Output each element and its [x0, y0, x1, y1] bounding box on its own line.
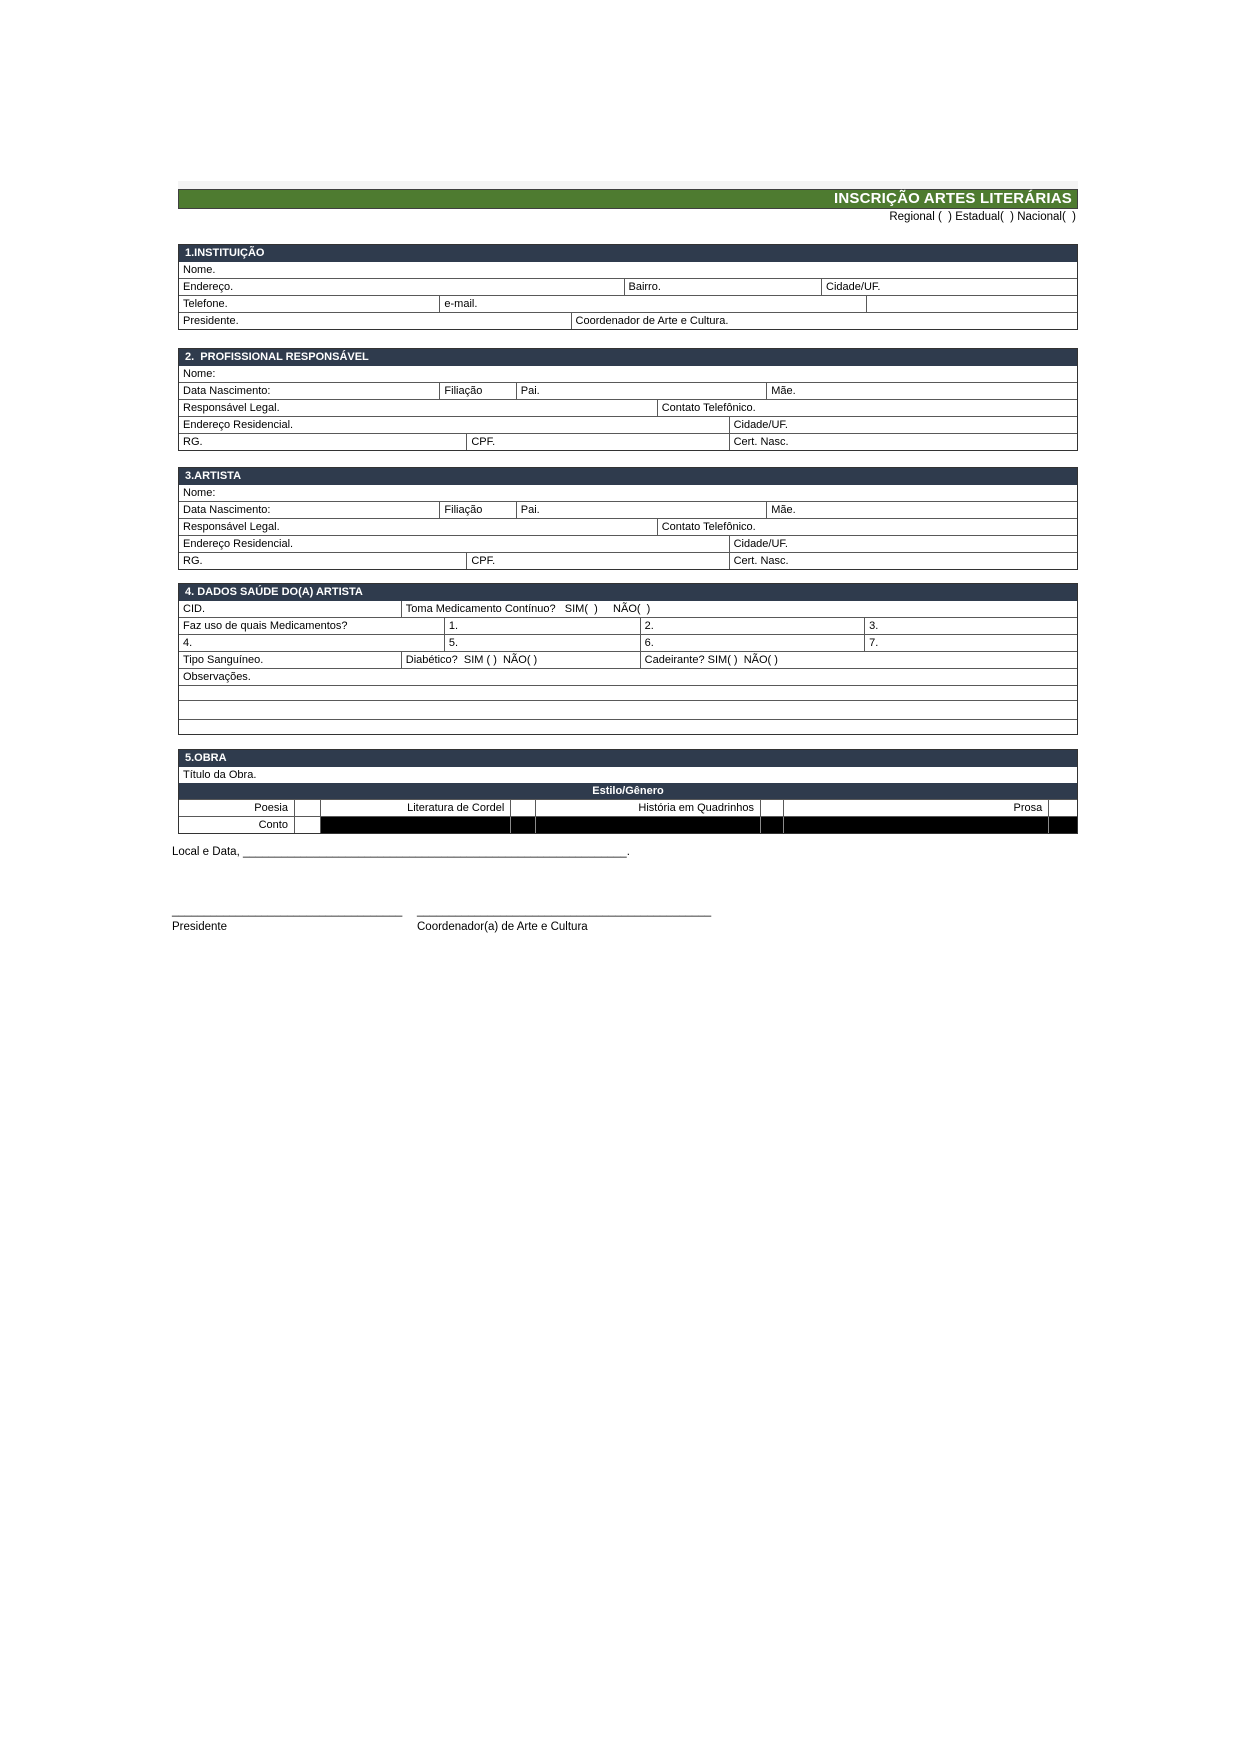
genre-conto-label: Conto [258, 819, 288, 831]
instituicao-row-endereco [179, 278, 1077, 295]
profissional-row-documentos [179, 433, 1077, 450]
field-rg-label: RG. [183, 436, 203, 448]
signature-label-coordenador: Coordenador(a) de Arte e Cultura [417, 921, 588, 933]
profissional-row-responsavel [179, 399, 1077, 416]
section-artista-header: 3.ARTISTA [179, 468, 1077, 485]
field-med6-label: 6. [640, 635, 865, 651]
signature-line: ____________________________________ [172, 905, 403, 917]
field-endereco-residencial-label: Endereço Residencial. [183, 538, 294, 550]
signature-line: ______________________________________________ [417, 905, 712, 917]
artista-row-responsavel [179, 518, 1077, 535]
instituicao-row-nome [179, 262, 1077, 278]
profissional-row-nome [179, 366, 1077, 382]
field-cidade-uf-label: Cidade/UF. [821, 279, 1077, 295]
field-tipo-sanguineo-label: Tipo Sanguíneo. [183, 654, 264, 666]
section-profissional-responsavel [178, 348, 1078, 451]
filled-cell [320, 817, 510, 833]
saude-row-medicamentos-2 [179, 634, 1077, 651]
page-top-strip [178, 181, 1078, 189]
field-med7-label: 7. [864, 635, 1077, 651]
estilo-genero-band: Estilo/Gênero [179, 783, 1077, 799]
section-dados-saude [178, 583, 1078, 735]
filled-cell [760, 817, 783, 833]
form-title: INSCRIÇÃO ARTES LITERÁRIAS [834, 190, 1072, 207]
blank-cell [179, 720, 1077, 734]
saude-row-observacoes [179, 668, 1077, 685]
genre-historia-quadrinhos-label: História em Quadrinhos [535, 800, 760, 816]
field-cpf-label: CPF. [466, 434, 728, 450]
genre-prosa-checkbox-cell [1048, 800, 1077, 816]
blank-cell [179, 701, 1077, 719]
field-contato-telefonico-label: Contato Telefônico. [657, 400, 1077, 416]
field-med4-label: 4. [183, 637, 193, 649]
artista-row-endereco [179, 535, 1077, 552]
field-nome-label: Nome: [183, 368, 216, 380]
field-med3-label: 3. [864, 618, 1077, 634]
genre-poesia-checkbox-cell [294, 800, 320, 816]
filled-cell [535, 817, 760, 833]
field-filiacao-label: Filiação [439, 502, 515, 518]
instituicao-row-presidente [179, 312, 1077, 329]
field-cert-nasc-label: Cert. Nasc. [729, 434, 1077, 450]
title-bar [178, 189, 1078, 209]
field-telefone-label: Telefone. [183, 298, 228, 310]
saude-empty-row-2 [179, 700, 1077, 719]
filled-cell [1048, 817, 1077, 833]
field-toma-medicamento-label: Toma Medicamento Contínuo? SIM( ) NÃO( ) [401, 601, 1077, 617]
field-diabetico-label: Diabético? SIM ( ) NÃO( ) [401, 652, 640, 668]
profissional-row-nascimento [179, 382, 1077, 399]
filled-cell [510, 817, 535, 833]
section-profissional-header: 2. PROFISSIONAL RESPONSÁVEL [179, 349, 1077, 366]
genre-literatura-cordel-label: Literatura de Cordel [320, 800, 510, 816]
saude-row-medicamentos-1 [179, 617, 1077, 634]
field-filiacao-label: Filiação [439, 383, 515, 399]
field-mae-label: Mãe. [766, 383, 1077, 399]
signature-block-coordenador [417, 905, 711, 933]
field-nome-label: Nome. [183, 264, 216, 276]
section-obra [178, 749, 1078, 834]
genre-poesia-label: Poesia [254, 802, 288, 814]
field-med5-label: 5. [444, 635, 640, 651]
field-responsavel-legal-label: Responsável Legal. [183, 521, 280, 533]
section-artista [178, 467, 1078, 570]
field-faz-uso-label: Faz uso de quais Medicamentos? [183, 620, 348, 632]
obra-row-titulo [179, 767, 1077, 783]
field-nome-label: Nome: [183, 487, 216, 499]
genre-historia-quadrinhos-checkbox-cell [760, 800, 783, 816]
obra-row-generos-2 [179, 816, 1077, 833]
saude-row-cid [179, 601, 1077, 617]
signature-label-presidente: Presidente [172, 921, 227, 933]
field-cert-nasc-label: Cert. Nasc. [729, 553, 1077, 569]
signature-block-presidente [172, 905, 402, 933]
field-email-label: e-mail. [439, 296, 866, 312]
field-cidade-uf-label: Cidade/UF. [729, 536, 1077, 552]
obra-row-generos-1 [179, 799, 1077, 816]
field-coordenador-label: Coordenador de Arte e Cultura. [571, 313, 1077, 329]
form-document [178, 181, 1078, 834]
field-cidade-uf-label: Cidade/UF. [729, 417, 1077, 433]
field-pai-label: Pai. [516, 502, 767, 518]
instituicao-row-telefone [179, 295, 1077, 312]
field-titulo-obra-label: Título da Obra. [183, 769, 257, 781]
field-cpf-label: CPF. [466, 553, 728, 569]
field-presidente-label: Presidente. [183, 315, 239, 327]
profissional-row-endereco [179, 416, 1077, 433]
field-endereco-residencial-label: Endereço Residencial. [183, 419, 294, 431]
section-dados-saude-header: 4. DADOS SAÚDE DO(A) ARTISTA [179, 584, 1077, 601]
genre-prosa-label: Prosa [783, 800, 1048, 816]
field-med2-label: 2. [640, 618, 865, 634]
genre-literatura-cordel-checkbox-cell [510, 800, 535, 816]
field-responsavel-legal-label: Responsável Legal. [183, 402, 280, 414]
genre-conto-checkbox-cell [294, 817, 320, 833]
section-obra-header: 5.OBRA [179, 750, 1077, 767]
field-cid-label: CID. [183, 603, 205, 615]
scope-checkboxes-line: Regional ( ) Estadual( ) Nacional( ) [889, 211, 1076, 223]
section-instituicao-header: 1.INSTITUIÇÃO [179, 245, 1077, 262]
saude-row-tipo-sanguineo [179, 651, 1077, 668]
field-contato-telefonico-label: Contato Telefônico. [657, 519, 1077, 535]
saude-empty-row-3 [179, 719, 1077, 734]
artista-row-documentos [179, 552, 1077, 569]
saude-empty-row-1 [179, 685, 1077, 700]
field-rg-label: RG. [183, 555, 203, 567]
field-med1-label: 1. [444, 618, 640, 634]
artista-row-nome [179, 485, 1077, 501]
field-endereco-label: Endereço. [183, 281, 234, 293]
blank-cell [866, 296, 1077, 312]
field-cadeirante-label: Cadeirante? SIM( ) NÃO( ) [640, 652, 1077, 668]
blank-cell [179, 686, 1077, 700]
filled-cell [783, 817, 1048, 833]
field-observacoes-label: Observações. [183, 671, 251, 683]
field-pai-label: Pai. [516, 383, 767, 399]
artista-row-nascimento [179, 501, 1077, 518]
field-bairro-label: Bairro. [624, 279, 822, 295]
field-data-nascimento-label: Data Nascimento: [183, 385, 271, 397]
field-mae-label: Mãe. [766, 502, 1077, 518]
local-e-data-line: Local e Data, ____________________________________________________________. [172, 846, 630, 858]
section-instituicao [178, 244, 1078, 330]
field-data-nascimento-label: Data Nascimento: [183, 504, 271, 516]
